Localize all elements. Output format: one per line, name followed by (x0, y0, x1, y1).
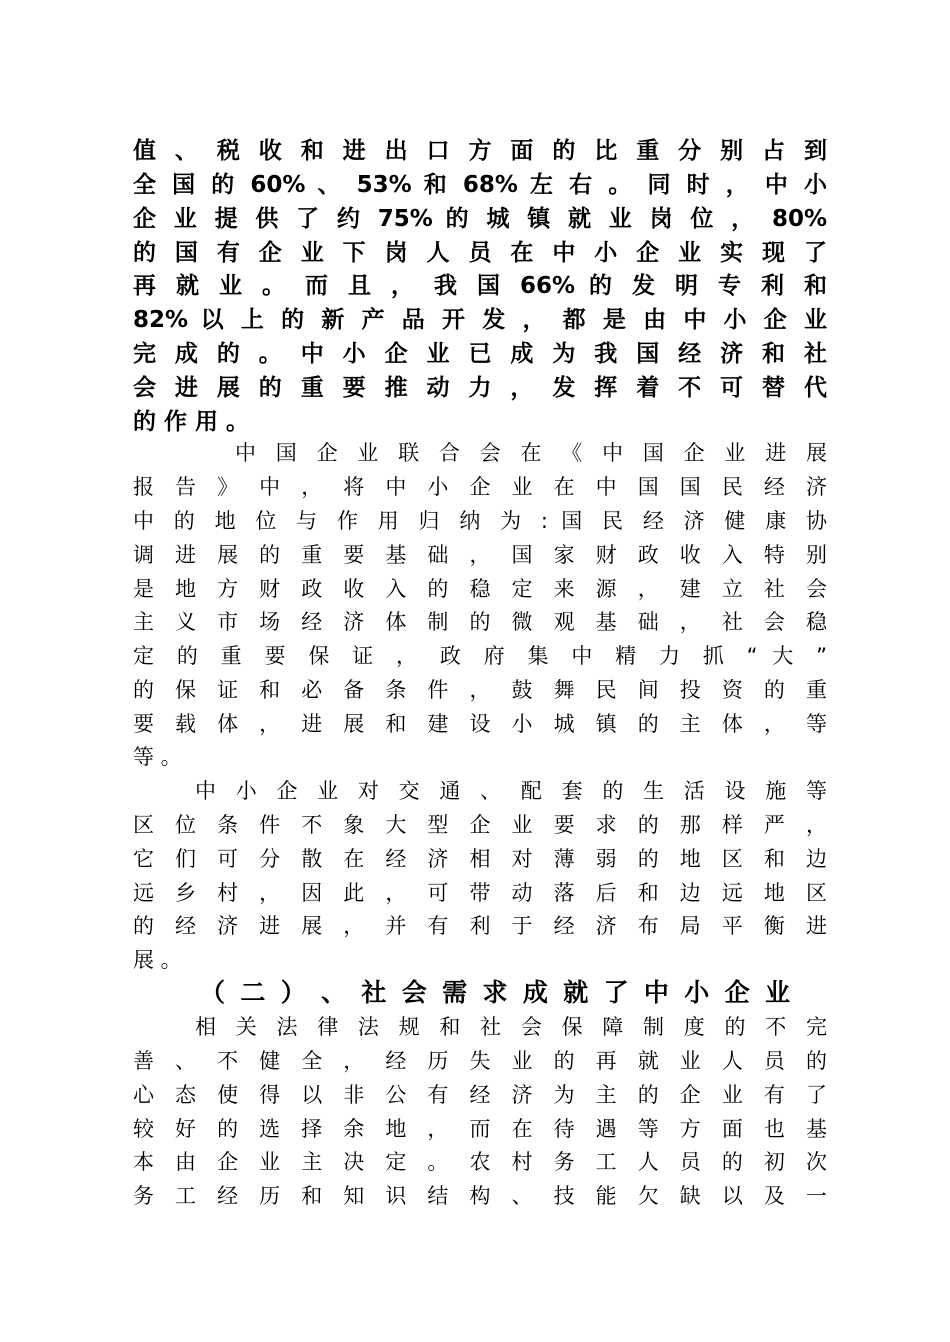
text-line: 它 们 可 分 散 在 经 济 相 对 薄 弱 的 地 区 和 边 (133, 847, 827, 871)
text-line: 务 工 经 历 和 知 识 结 构 、 技 能 欠 缺 以 及 一 (133, 1184, 827, 1208)
text-line: 中 国 企 业 联 合 会 在 《 中 国 企 业 进 展 (235, 441, 827, 465)
text-line: 中 小 企 业 对 交 通 、 配 套 的 生 活 设 施 等 (195, 779, 827, 803)
text-line: 相 关 法 律 法 规 和 社 会 保 障 制 度 的 不 完 (195, 1015, 827, 1039)
text-line: 的 保 证 和 必 备 条 件 ， 鼓 舞 民 间 投 资 的 重 (133, 678, 827, 702)
text-line: 的 经 济 进 展 ， 并 有 利 于 经 济 布 局 平 衡 进 (133, 914, 827, 938)
text-line: 要 载 体 ， 进 展 和 建 设 小 城 镇 的 主 体 ， 等 (133, 712, 827, 736)
text-line: 完 成 的 。 中 小 企 业 已 成 为 我 国 经 济 和 社 (133, 341, 827, 367)
text-line: 82% 以 上 的 新 产 品 开 发 ， 都 是 由 中 小 企 业 (133, 307, 827, 333)
text-line: 中 的 地 位 与 作 用 归 纳 为 : 国 民 经 济 健 康 协 (133, 509, 827, 533)
text-line: 会 进 展 的 重 要 推 动 力 ， 发 挥 着 不 可 替 代 (133, 375, 827, 401)
text-line: 的 国 有 企 业 下 岗 人 员 在 中 小 企 业 实 现 了 (133, 240, 827, 266)
text-line: 全 国 的 60% 、 53% 和 68% 左 右 。 同 时 ， 中 小 (133, 172, 827, 198)
text-line: 定 的 重 要 保 证 ， 政 府 集 中 精 力 抓 “ 大 ” (133, 644, 827, 668)
text-line: 报 告 》 中 ， 将 中 小 企 业 在 中 国 国 民 经 济 (133, 475, 827, 499)
text-line: 心 态 使 得 以 非 公 有 经 济 为 主 的 企 业 有 了 (133, 1083, 827, 1107)
text-line: 远 乡 村 ， 因 此 ， 可 带 动 落 后 和 边 远 地 区 (133, 881, 827, 905)
text-line: 等 。 (133, 745, 182, 769)
text-line: 区 位 条 件 不 象 大 型 企 业 要 求 的 那 样 严 ， (133, 813, 827, 837)
text-line: 是 地 方 财 政 收 入 的 稳 定 来 源 ， 建 立 社 会 (133, 577, 827, 601)
section-heading: （ 二 ） 、 社 会 需 求 成 就 了 中 小 企 业 (200, 978, 790, 1007)
text-line: 值 、 税 收 和 进 出 口 方 面 的 比 重 分 别 占 到 (133, 138, 827, 164)
text-line: 主 义 市 场 经 济 体 制 的 微 观 基 础 ， 社 会 稳 (133, 610, 827, 634)
text-line: 较 好 的 选 择 余 地 ， 而 在 待 遇 等 方 面 也 基 (133, 1117, 827, 1141)
text-line: 的 作 用 。 (133, 409, 250, 435)
text-line: 再 就 业 。 而 且 ， 我 国 66% 的 发 明 专 利 和 (133, 273, 827, 299)
text-line: 善 、 不 健 全 ， 经 历 失 业 的 再 就 业 人 员 的 (133, 1049, 827, 1073)
text-line: 本 由 企 业 主 决 定 。 农 村 务 工 人 员 的 初 次 (133, 1150, 827, 1174)
text-line: 调 进 展 的 重 要 基 础 ， 国 家 财 政 收 入 特 别 (133, 543, 827, 567)
text-line: 展 。 (133, 948, 182, 972)
text-line: 企 业 提 供 了 约 75% 的 城 镇 就 业 岗 位 ， 80% (133, 206, 827, 232)
